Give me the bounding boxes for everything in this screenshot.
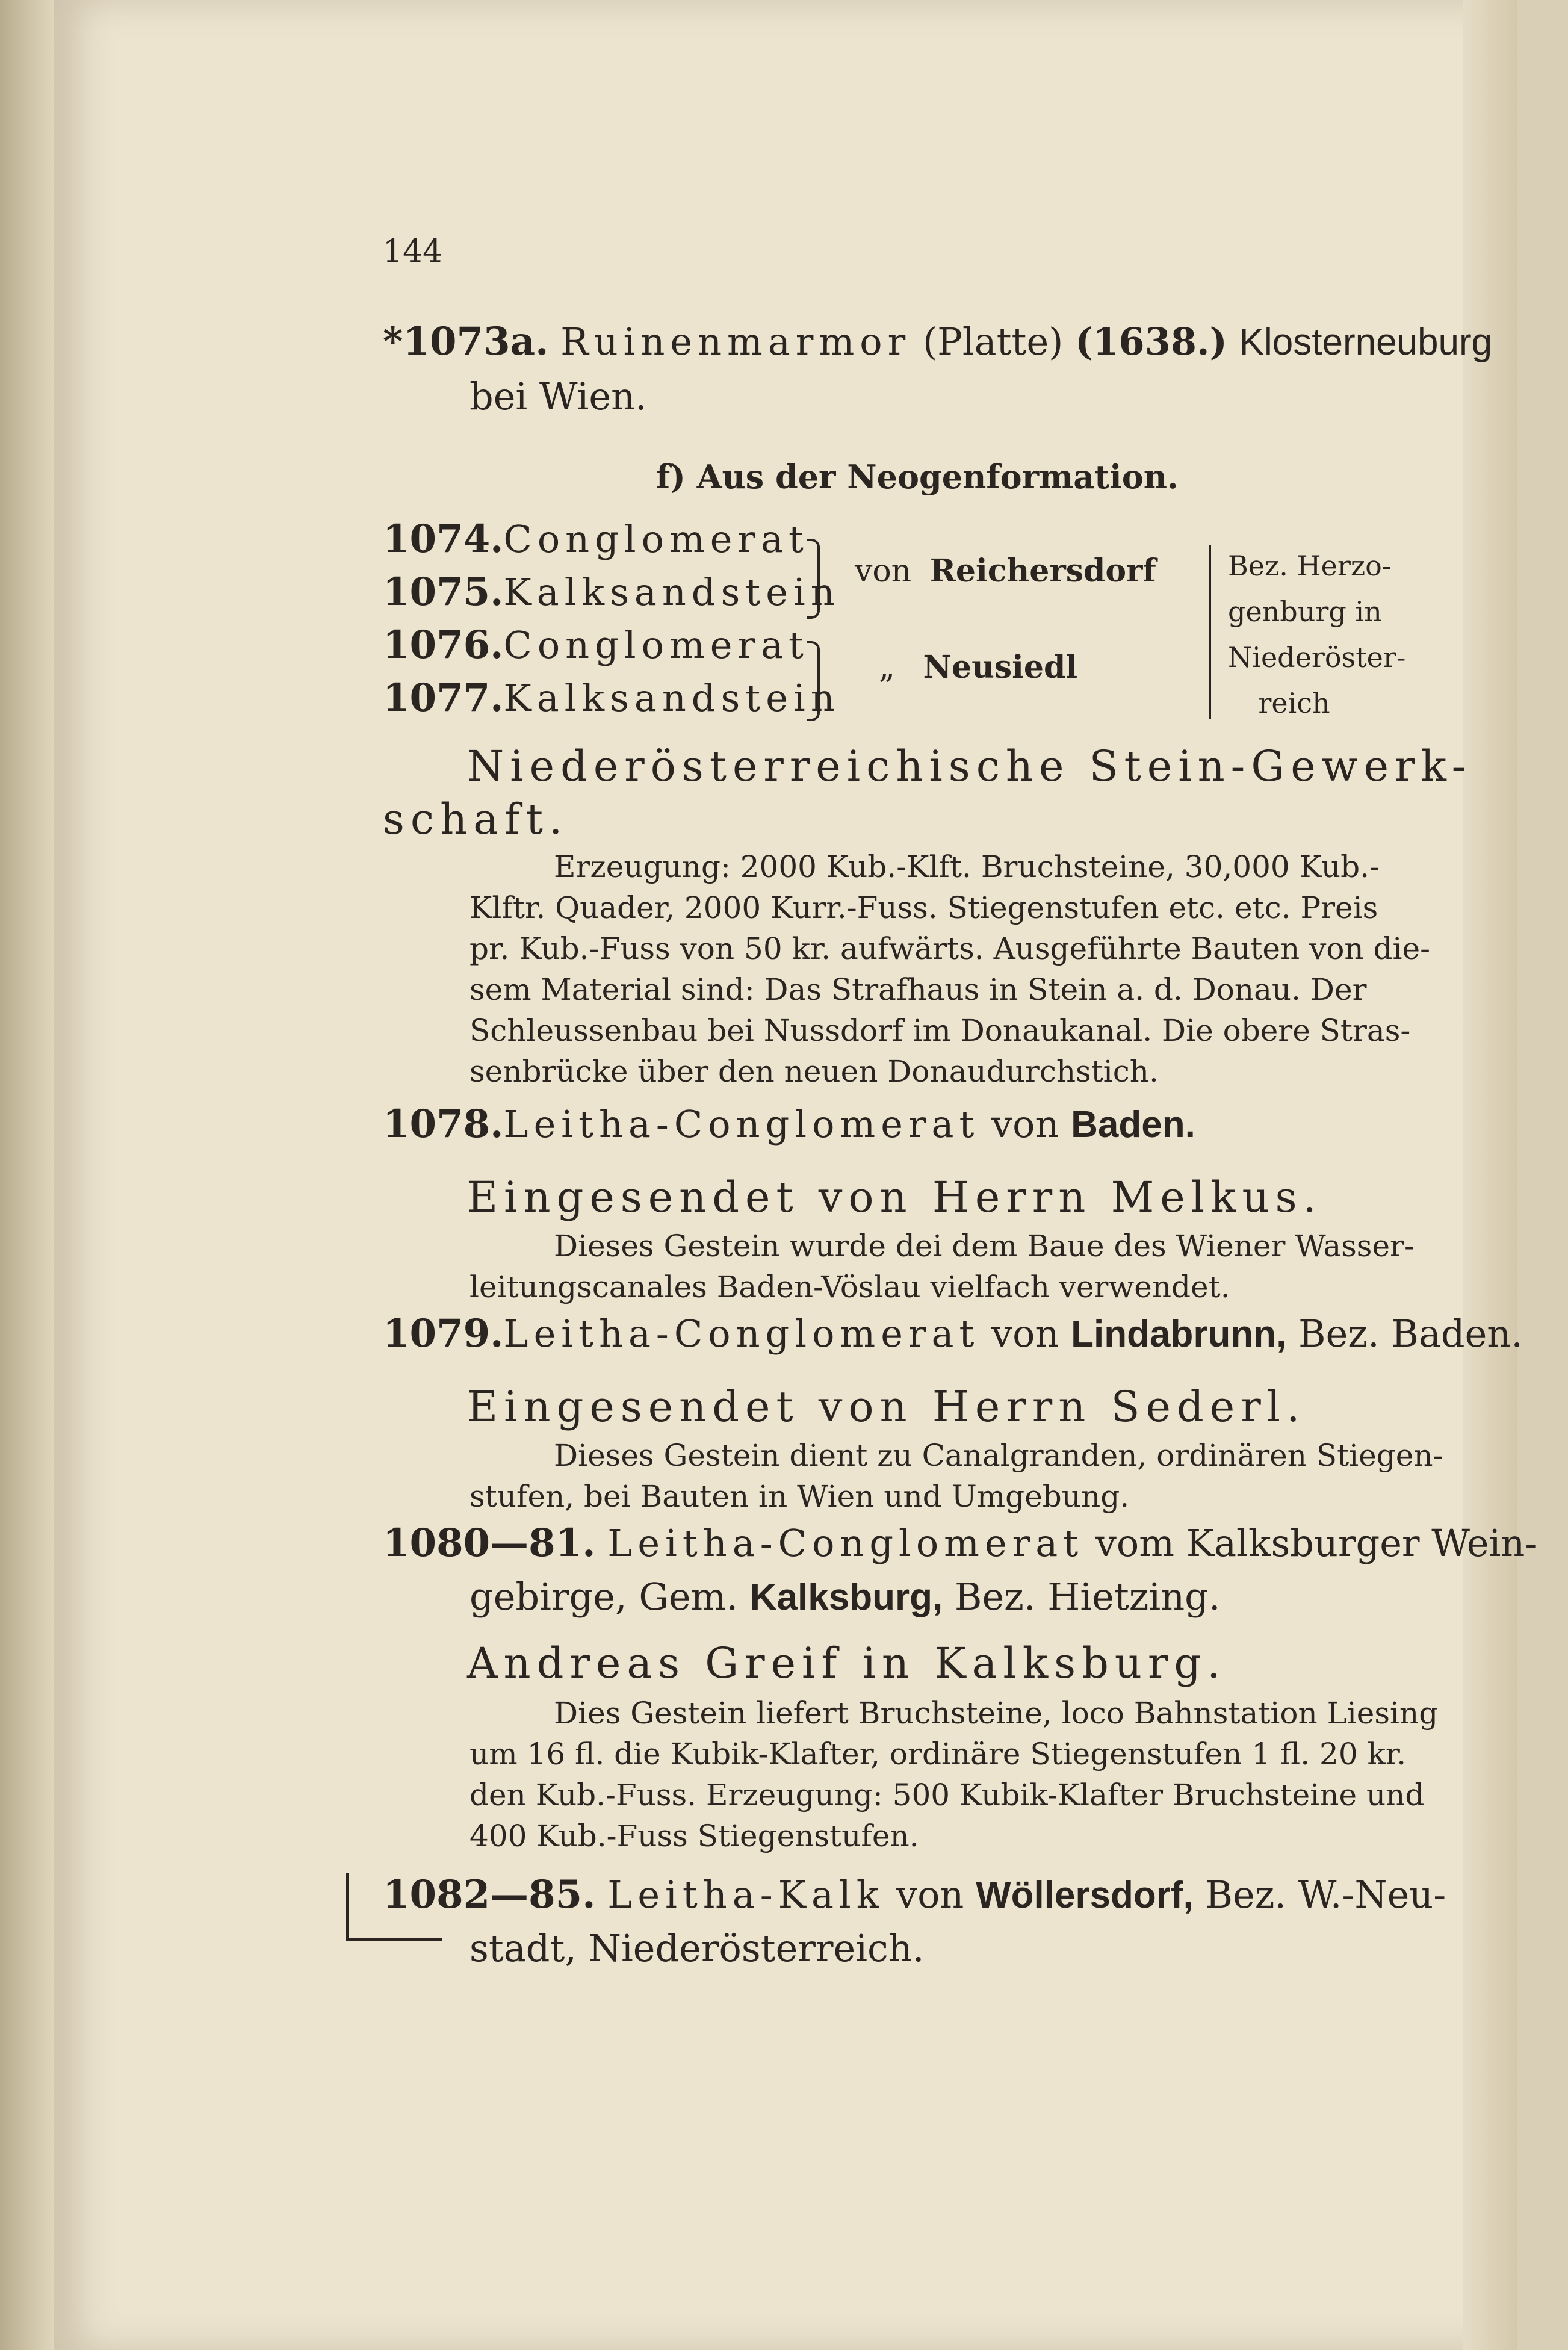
heading-company: Niederösterreichische Stein-Gewerk- <box>467 742 1472 791</box>
text-line: leitungscanales Baden-Vöslau vielfach verwendet. <box>469 1270 1230 1304</box>
text-line: pr. Kub.-Fuss von 50 kr. aufwärts. Ausgeführte Bauten von die- <box>469 931 1430 966</box>
table-row <box>383 516 809 562</box>
paragraph-sederl <box>469 1435 1443 1517</box>
text-line: Dies Gestein liefert Bruchsteine, loco Bahnstation Liesing <box>554 1696 1439 1731</box>
district-line: reich <box>1258 687 1330 719</box>
text-line: 400 Kub.-Fuss Stiegenstufen. <box>469 1818 919 1853</box>
entry-rest: vom Kalksburger Wein- <box>1095 1521 1538 1565</box>
entry-number: 1082—85. <box>383 1872 596 1917</box>
paragraph-greif <box>469 1693 1438 1856</box>
row-number: 1075. <box>383 569 504 615</box>
entry-cont: gebirge, Gem. <box>469 1575 739 1619</box>
entry-name: Leitha-Conglomerat <box>503 1102 980 1146</box>
entry-continuation: bei Wien. <box>469 374 647 418</box>
entry-number: 1079. <box>383 1311 504 1356</box>
place-prefix: von <box>855 553 912 589</box>
text-line: stufen, bei Bauten in Wien und Umgebung. <box>469 1479 1130 1514</box>
entry-number: 1078. <box>383 1102 504 1147</box>
district-line: Bez. Herzo- <box>1228 550 1392 582</box>
brace-1 <box>807 539 820 619</box>
entry-cont: Bez. Hietzing. <box>954 1575 1221 1619</box>
text-line: Klftr. Quader, 2000 Kurr.-Fuss. Stiegenstufen etc. etc. Preis <box>469 890 1378 925</box>
entry-1079 <box>383 1311 1523 1356</box>
heading-company-cont: schaft. <box>383 795 569 844</box>
entry-place: Baden. <box>1071 1104 1195 1146</box>
entry-prep: von <box>991 1312 1059 1356</box>
row-number: 1076. <box>383 622 504 668</box>
book-spine <box>0 0 60 2350</box>
entry-1082-cont: stadt, Niederösterreich. <box>469 1926 925 1970</box>
entry-prep: von <box>896 1873 964 1917</box>
entry-prep: von <box>991 1102 1059 1146</box>
text-line: Dieses Gestein dient zu Canalgranden, ordinären Stiegen- <box>554 1438 1443 1473</box>
row-number: 1077. <box>383 675 504 721</box>
margin-mark-horizontal <box>346 1938 442 1941</box>
place-name: Reichersdorf <box>929 553 1156 589</box>
entry-rest: (Platte) <box>922 320 1064 364</box>
place-name: Neusiedl <box>923 649 1078 686</box>
brace-2 <box>807 641 820 721</box>
district-line: genburg in <box>1228 595 1382 628</box>
text-line: um 16 fl. die Kubik-Klafter, ordinäre Stiegenstufen 1 fl. 20 kr. <box>469 1737 1407 1772</box>
place-reichersdorf <box>855 553 1156 589</box>
entry-place: Wöllersdorf, <box>976 1874 1194 1916</box>
heading-greif: Andreas Greif in Kalksburg. <box>467 1638 1227 1688</box>
entry-name: Ruinenmarmor <box>560 320 911 364</box>
row-name: Kalksandstein <box>503 570 840 614</box>
text-line: sem Material sind: Das Strafhaus in Stein a. d. Donau. Der <box>469 972 1367 1007</box>
page-number: 144 <box>383 234 443 270</box>
paragraph-company <box>469 846 1430 1092</box>
text-line: senbrücke über den neuen Donaudurchstich. <box>469 1054 1159 1089</box>
entry-1078 <box>383 1102 1195 1147</box>
entry-1080 <box>383 1521 1537 1566</box>
entry-place: Kalksburg, <box>749 1576 943 1618</box>
row-number: 1074. <box>383 516 504 562</box>
entry-1080-cont <box>469 1575 1221 1619</box>
entry-ref: (1638.) <box>1075 320 1227 364</box>
entry-number: *1073a. <box>383 319 549 364</box>
entry-rest: Bez. Baden. <box>1298 1312 1523 1356</box>
heading-melkus: Eingesendet von Herrn Melkus. <box>467 1173 1322 1222</box>
text-line: Erzeugung: 2000 Kub.-Klft. Bruchsteine, 30,000 Kub.- <box>554 849 1380 884</box>
section-heading-f: f) Aus der Neogenformation. <box>656 457 1179 496</box>
table-row <box>383 675 840 721</box>
entry-name: Leitha-Conglomerat <box>503 1312 980 1356</box>
heading-sederl: Eingesendet von Herrn Sederl. <box>467 1382 1306 1431</box>
row-name: Conglomerat <box>503 517 809 561</box>
margin-mark-vertical <box>346 1873 349 1939</box>
table-row <box>383 622 809 668</box>
entry-number: 1080—81. <box>383 1521 596 1566</box>
entry-1073a <box>383 319 1492 364</box>
district-line: Niederöster- <box>1228 641 1406 674</box>
place-neusiedl <box>879 649 1077 686</box>
entry-place: Klosterneuburg <box>1239 321 1493 363</box>
row-name: Conglomerat <box>503 623 809 667</box>
entry-name: Leitha-Conglomerat <box>607 1521 1084 1565</box>
district-bar <box>1209 545 1211 719</box>
entry-name: Leitha-Kalk <box>607 1873 885 1917</box>
table-row <box>383 569 840 615</box>
district-note <box>1228 543 1406 726</box>
entry-rest: Bez. W.-Neu- <box>1205 1873 1446 1917</box>
entry-place: Lindabrunn, <box>1071 1313 1287 1355</box>
text-line: Dieses Gestein wurde dei dem Baue des Wiener Wasser- <box>554 1229 1415 1263</box>
text-line: den Kub.-Fuss. Erzeugung: 500 Kubik-Klafter Bruchsteine und <box>469 1778 1425 1812</box>
text-line: Schleussenbau bei Nussdorf im Donaukanal. Die obere Stras- <box>469 1013 1411 1048</box>
entry-1082 <box>383 1872 1446 1917</box>
place-prefix: „ <box>879 650 895 686</box>
row-name: Kalksandstein <box>503 676 840 720</box>
paragraph-melkus <box>469 1226 1415 1307</box>
